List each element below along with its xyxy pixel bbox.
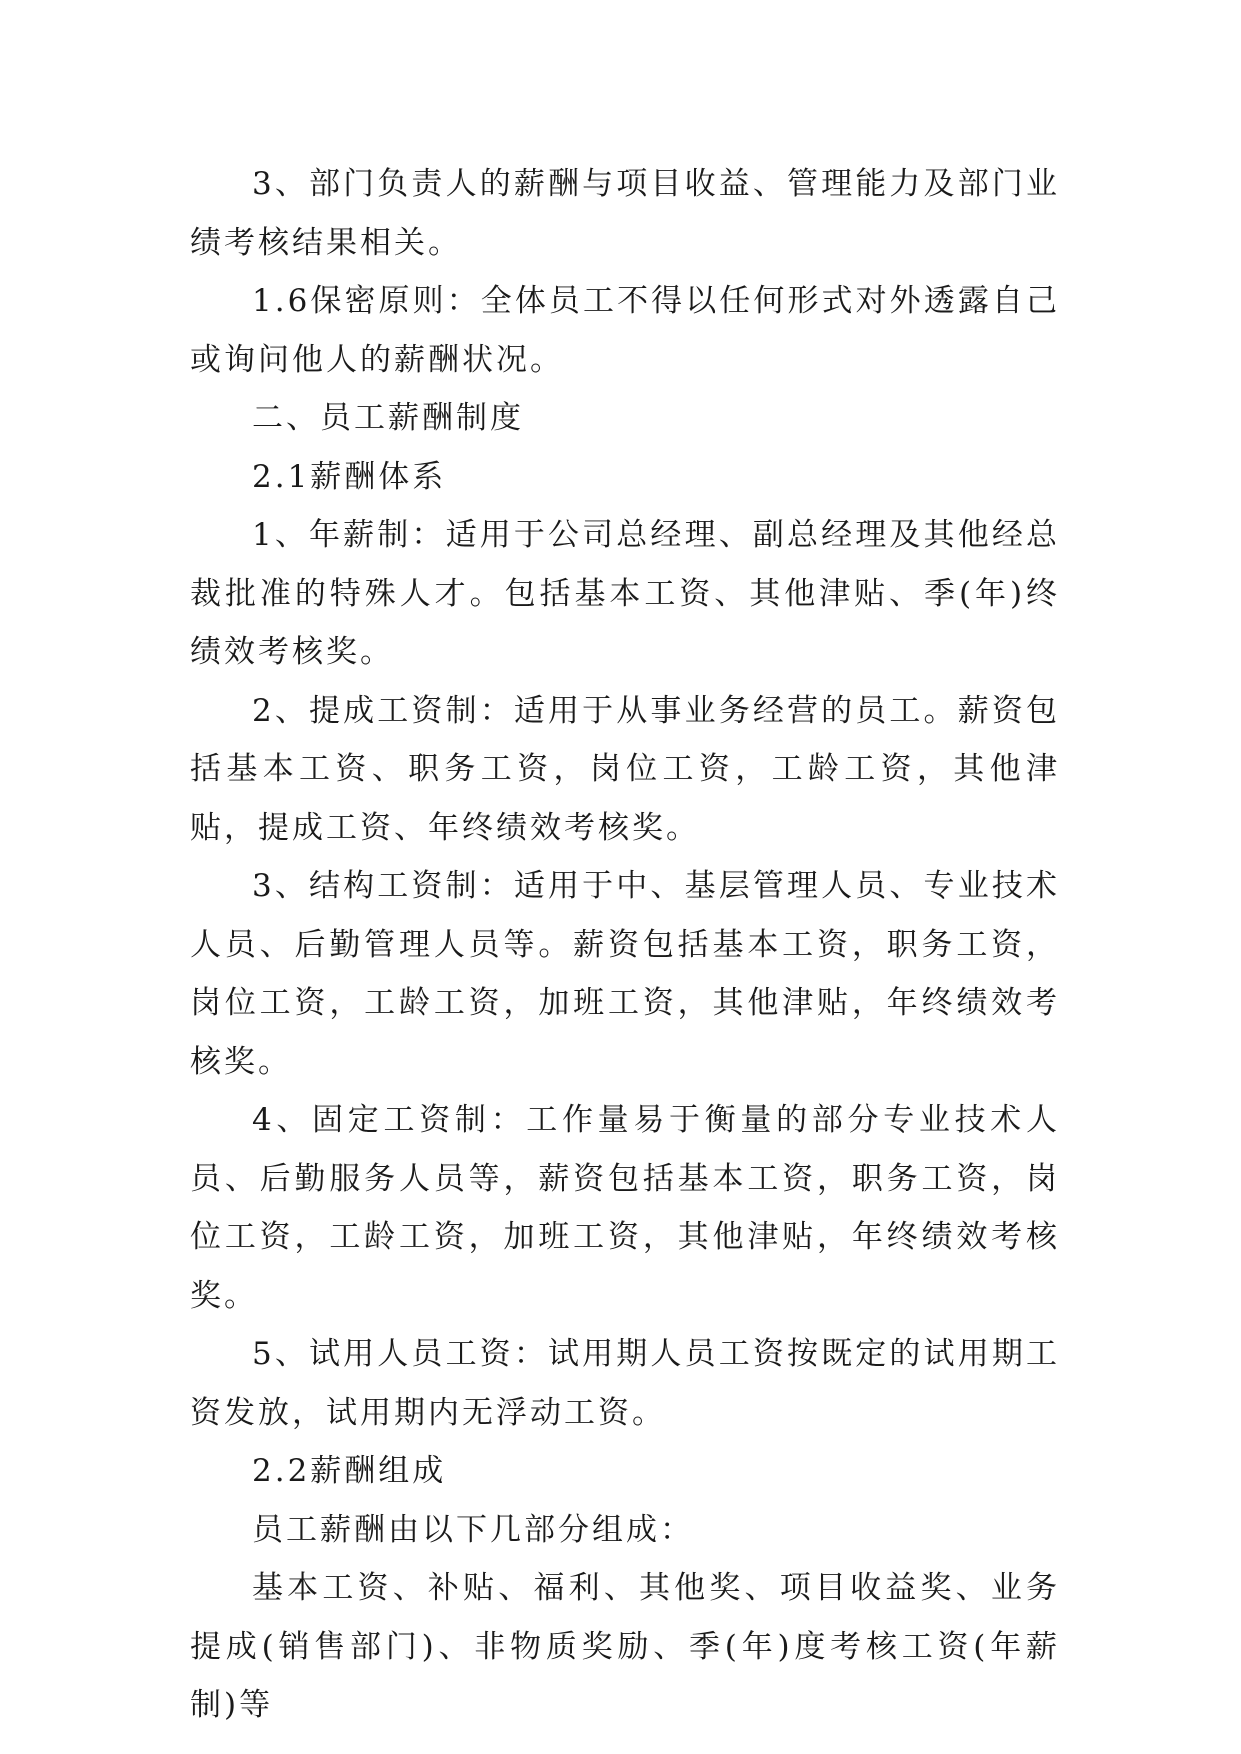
paragraph-composition-list: 基本工资、补贴、福利、其他奖、项目收益奖、业务提成(销售部门)、非物质奖励、季(年)度考核工资(年薪制)等 [190, 1570, 1060, 1723]
paragraph-commission-salary: 2、提成工资制：适用于从事业务经营的员工。薪资包括基本工资、职务工资，岗位工资，工龄工资，其他津贴，提成工资、年终绩效考核奖。 [190, 692, 1060, 846]
paragraph-confidentiality: 1.6保密原则：全体员工不得以任何形式对外透露自己或询问他人的薪酬状况。 [190, 283, 1060, 378]
paragraph-probation-salary: 5、试用人员工资：试用期人员工资按既定的试用期工资发放，试用期内无浮动工资。 [190, 1336, 1060, 1431]
paragraph-fixed-salary: 4、固定工资制：工作量易于衡量的部分专业技术人员、后勤服务人员等，薪资包括基本工资，职务工资，岗位工资，工龄工资，加班工资，其他津贴，年终绩效考核奖。 [190, 1102, 1060, 1314]
document-body [190, 155, 1060, 1735]
paragraph-structural-salary: 3、结构工资制：适用于中、基层管理人员、专业技术人员、后勤管理人员等。薪资包括基本工资，职务工资，岗位工资，工龄工资，加班工资，其他津贴，年终绩效考核奖。 [190, 868, 1060, 1080]
paragraph-composition-intro: 员工薪酬由以下几部分组成： [252, 1511, 694, 1548]
section-heading-salary-system: 二、员工薪酬制度 [252, 400, 524, 436]
subheading-salary-structure: 2.1薪酬体系 [252, 458, 447, 495]
subheading-salary-composition: 2.2薪酬组成 [252, 1453, 447, 1489]
paragraph-annual-salary: 1、年薪制：适用于公司总经理、副总经理及其他经总裁批准的特殊人才。包括基本工资、其他津贴、季(年)终绩效考核奖。 [190, 517, 1060, 670]
paragraph-dept-head-salary: 3、部门负责人的薪酬与项目收益、管理能力及部门业绩考核结果相关。 [190, 166, 1060, 261]
